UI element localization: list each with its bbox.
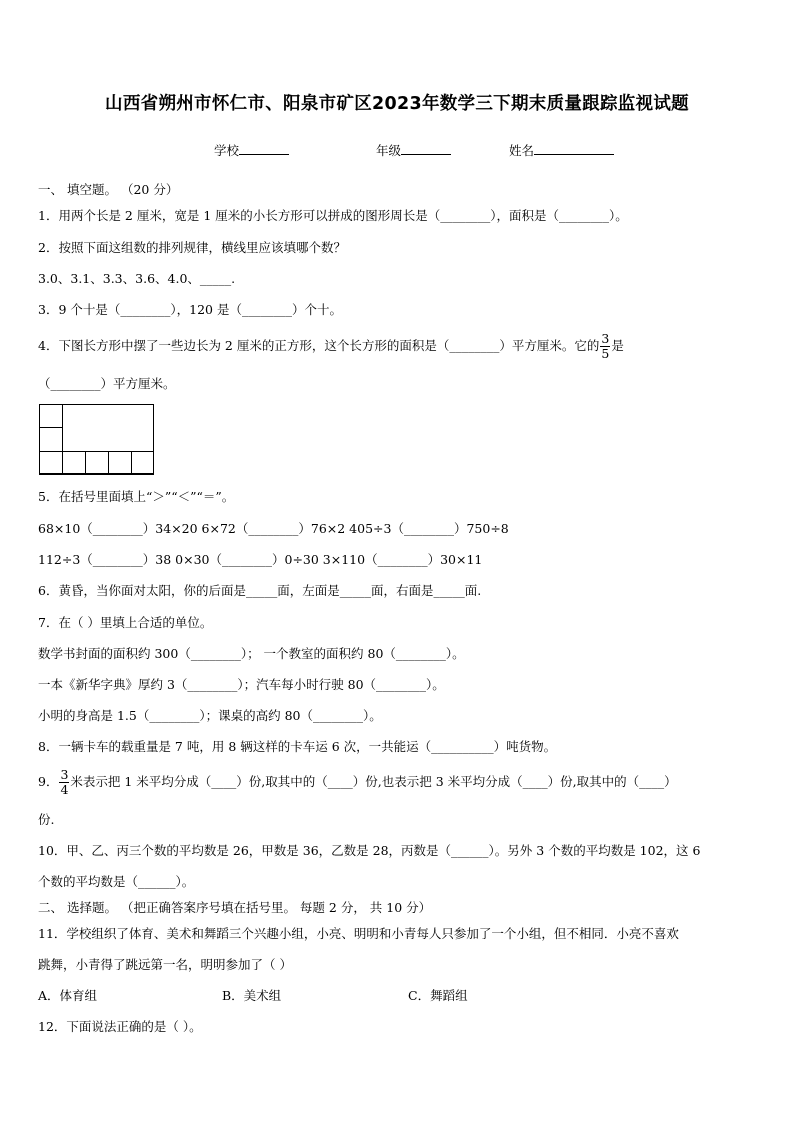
- fraction-numerator: 3: [601, 330, 610, 346]
- question-4-text: 4．下图长方形中摆了一些边长为 2 厘米的正方形，这个长方形的面积是（________）平方厘米。它的: [38, 338, 600, 353]
- question-2-sequence: 3.0、3.1、3.3、3.6、4.0、_____.: [38, 271, 236, 286]
- question-3: 3．9 个十是（________），120 是（________）个十。: [38, 302, 342, 317]
- question-7: 7．在（ ）里填上合适的单位。: [38, 615, 213, 630]
- name-blank: [534, 142, 614, 155]
- question-5: 5．在括号里面填上“＞”“＜”“＝”。: [38, 489, 235, 504]
- question-11-option-a: A．体育组: [38, 988, 98, 1003]
- question-9-text: 米表示把 1 米平均分成（____）份,取其中的（____）份,也表示把 3 米平均分成（____）份,取其中的（____）: [70, 774, 677, 789]
- question-4: [38, 328, 624, 364]
- question-7-row-1: 数学书封面的面积约 300（________）； 一个教室的面积约 80（________）。: [38, 646, 465, 661]
- grid-square: [39, 404, 63, 428]
- school-field: [214, 141, 289, 159]
- grid-square: [39, 451, 63, 475]
- fraction-denominator: 5: [601, 345, 610, 361]
- question-9-number: 9．: [38, 774, 59, 789]
- question-11: 11．学校组织了体育、美术和舞蹈三个兴趣小组，小亮、明明和小青每人只参加了一个小组，但不相同．小亮不喜欢: [38, 926, 679, 941]
- question-5-row-1: 68×10（________）34×20 6×72（________）76×2 405÷3（________）750÷8: [38, 521, 509, 536]
- fraction-numerator: 3: [60, 766, 69, 782]
- question-5-row-2: 112÷3（________）38 0×30（________）0÷30 3×110（________）30×11: [38, 552, 483, 567]
- question-2: 2．按照下面这组数的排列规律，横线里应该填哪个数？: [38, 240, 346, 255]
- question-7-row-2: 一本《新华字典》厚约 3（________）；汽车每小时行驶 80（________）。: [38, 677, 445, 692]
- grade-label: 年级: [376, 143, 402, 158]
- question-9: [38, 763, 677, 801]
- name-field: [509, 141, 614, 159]
- section-heading-fill: 一、 填空题。 （20 分）: [38, 182, 179, 197]
- name-label: 姓名: [509, 143, 535, 158]
- question-7-row-3: 小明的身高是 1.5（________）；课桌的高约 80（________）。: [38, 708, 382, 723]
- question-4-text-tail: 是: [611, 338, 624, 353]
- question-6: 6．黄昏，当你面对太阳，你的后面是_____面，左面是_____面，右面是_____面.: [38, 583, 482, 598]
- fraction-denominator: 4: [60, 781, 69, 797]
- question-11-option-b: B．美术组: [222, 988, 282, 1003]
- section-heading-choice: 二、 选择题。 （把正确答案序号填在括号里。 每题 2 分， 共 10 分）: [38, 900, 432, 915]
- grid-square: [131, 451, 154, 475]
- grade-blank: [401, 142, 451, 155]
- school-label: 学校: [214, 143, 240, 158]
- page-title: 山西省朔州市怀仁市、阳泉市矿区2023年数学三下期末质量跟踪监视试题: [105, 94, 689, 114]
- rectangle-squares-figure: [39, 404, 154, 474]
- question-9-tail: 份.: [38, 812, 55, 827]
- question-11-continued: 跳舞，小青得了跳远第一名，明明参加了（ ）: [38, 957, 292, 972]
- question-4-continued: （________）平方厘米。: [38, 376, 176, 391]
- question-12: 12．下面说法正确的是（ ）。: [38, 1019, 202, 1034]
- grid-square: [108, 451, 132, 475]
- grid-square: [62, 451, 86, 475]
- question-1: 1．用两个长是 2 厘米，宽是 1 厘米的小长方形可以拼成的图形周长是（________），面积是（________）。: [38, 208, 628, 223]
- question-11-option-c: C．舞蹈组: [408, 988, 468, 1003]
- grid-square: [39, 427, 63, 452]
- grid-square: [85, 451, 109, 475]
- school-blank: [239, 142, 289, 155]
- question-8: 8．一辆卡车的载重量是 7 吨，用 8 辆这样的卡车运 6 次，一共能运（__________）吨货物。: [38, 739, 557, 754]
- question-10-continued: 个数的平均数是（______）。: [38, 874, 195, 889]
- grade-field: [376, 141, 451, 159]
- fraction-three-quarters: [59, 768, 69, 797]
- fraction-three-fifths: [600, 332, 610, 361]
- question-10: 10．甲、乙、丙三个数的平均数是 26，甲数是 36，乙数是 28，丙数是（______）。另外 3 个数的平均数是 102，这 6: [38, 843, 701, 858]
